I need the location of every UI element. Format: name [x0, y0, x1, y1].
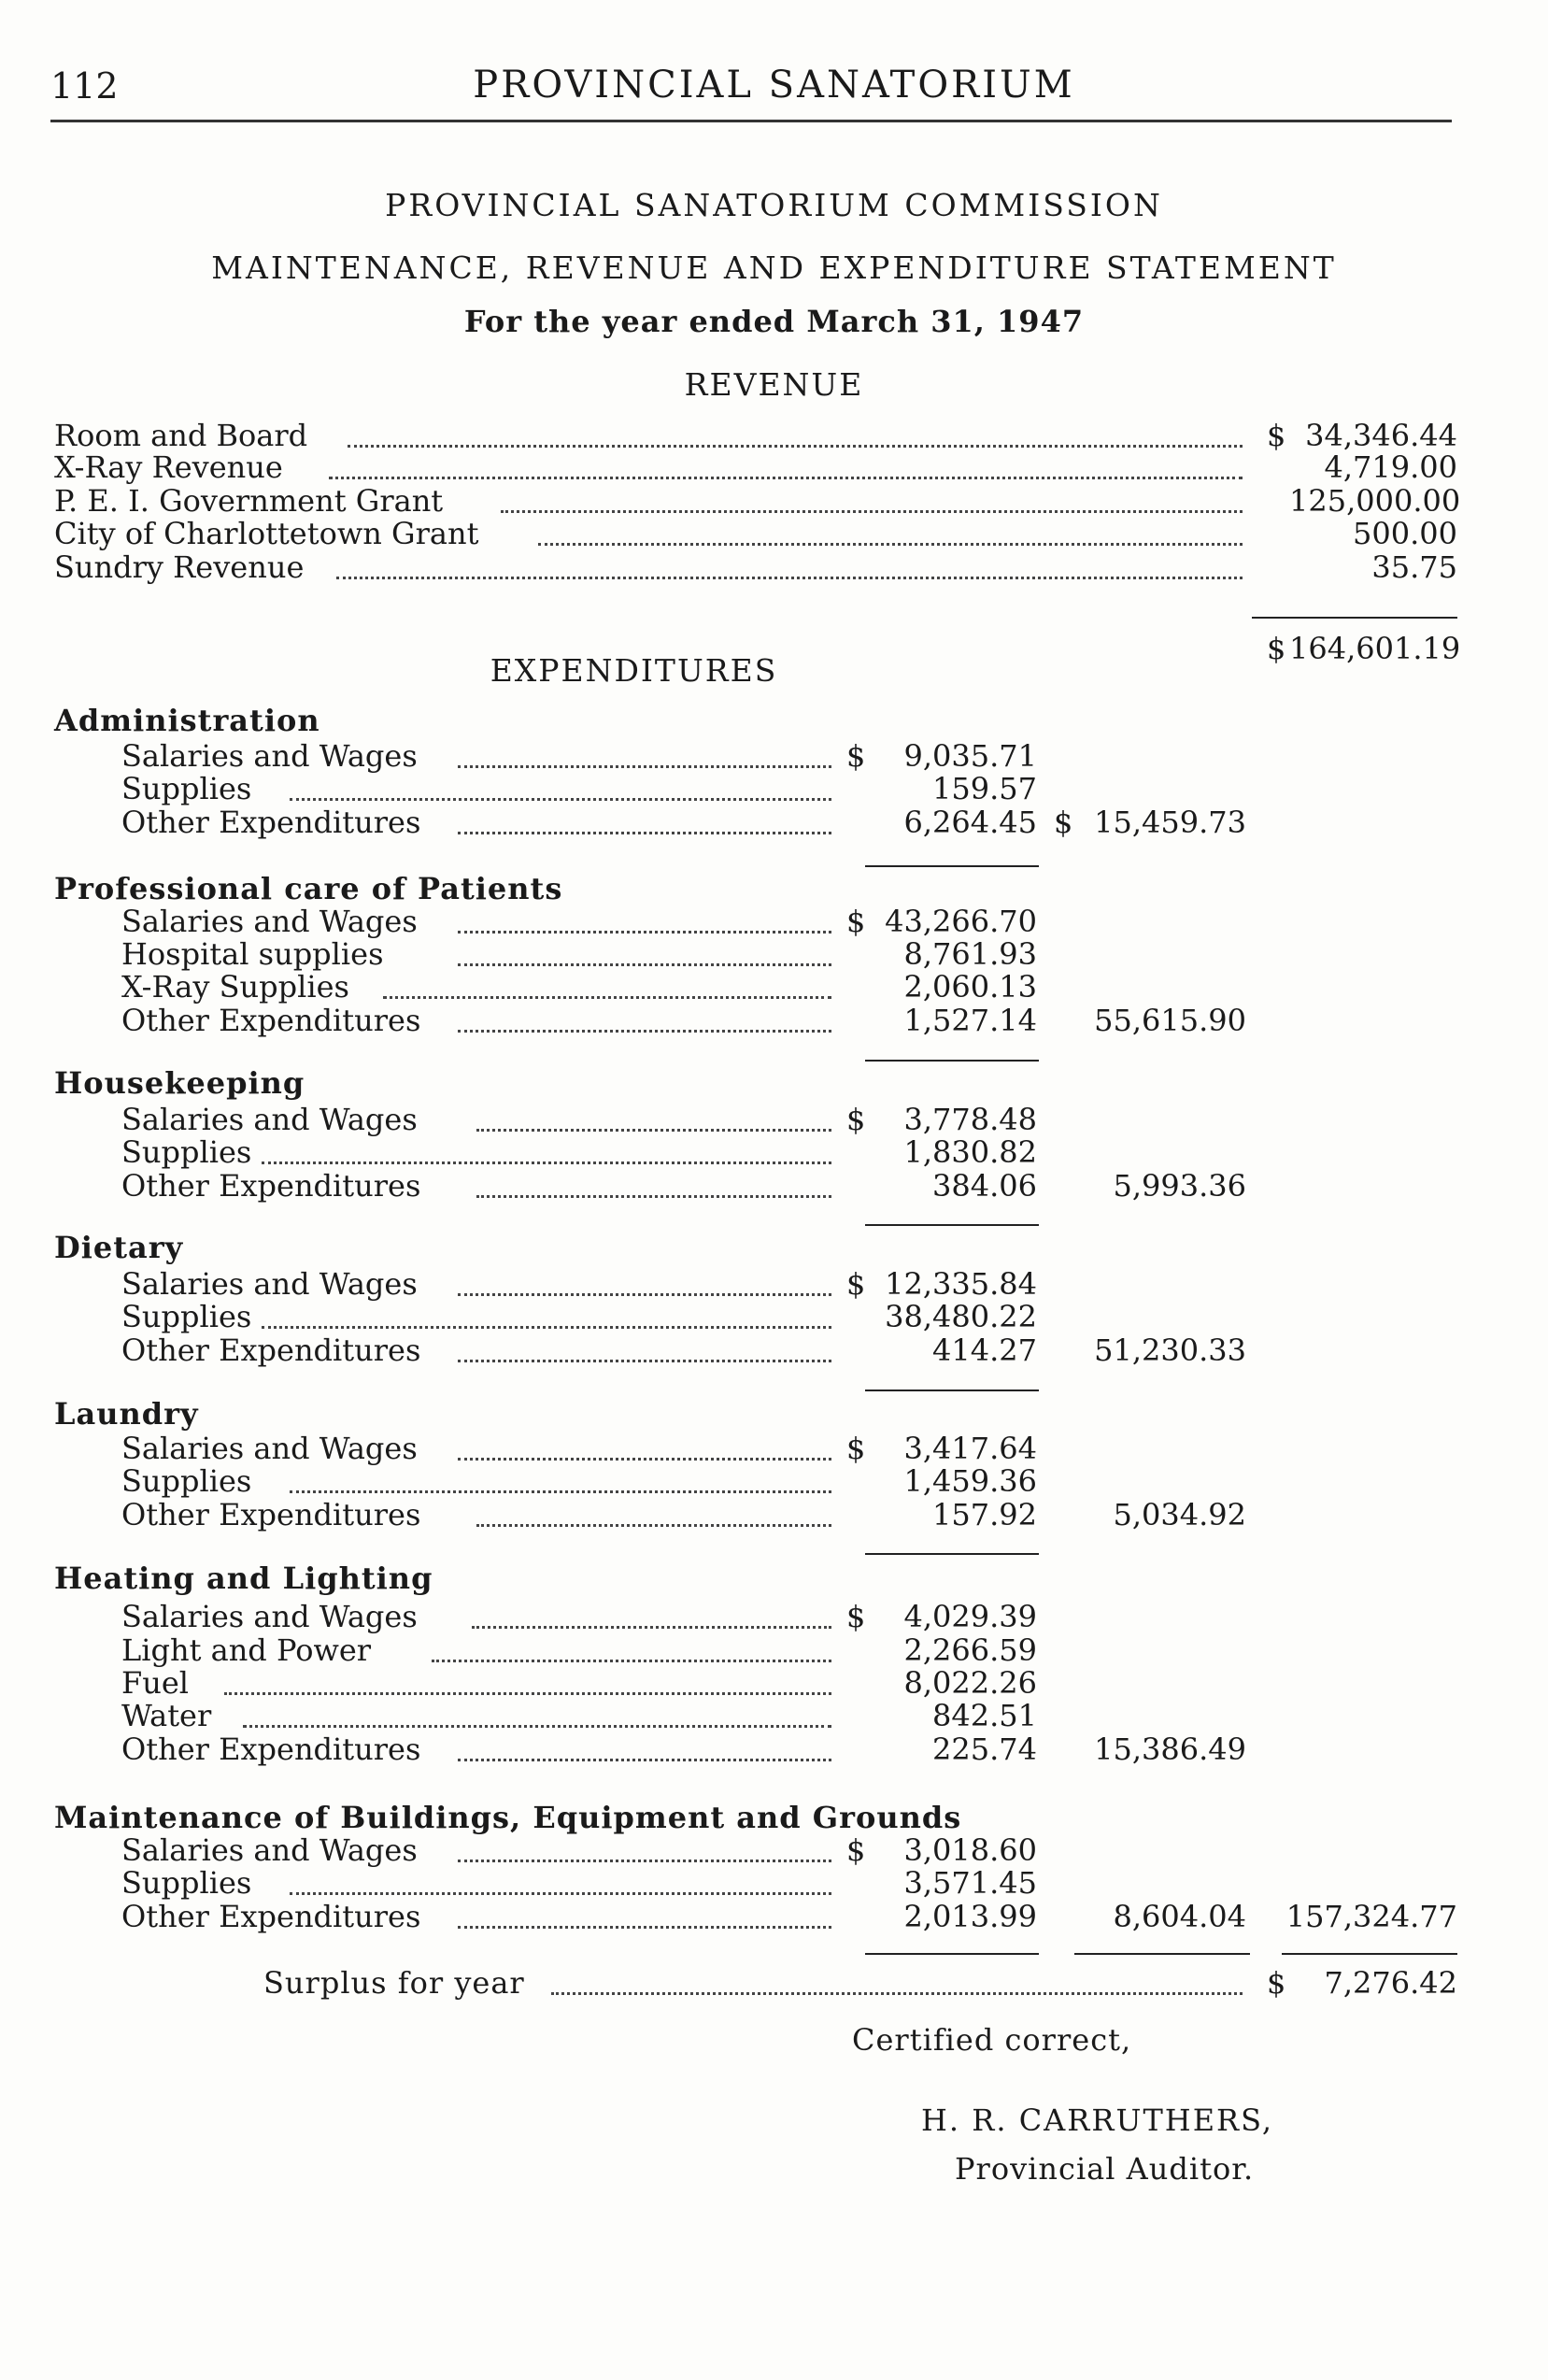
dollar-sign: $: [846, 1599, 866, 1634]
leader-dots: [458, 813, 831, 834]
subtotal-rule: [865, 1390, 1039, 1391]
leader-dots: [243, 1706, 831, 1728]
leader-dots: [262, 1307, 831, 1329]
expenditure-amount: 414.27: [932, 1333, 1037, 1368]
category-title: Professional care of Patients: [54, 871, 563, 906]
expenditure-amount: 1,527.14: [903, 1003, 1037, 1038]
expenditure-row: [0, 1004, 1548, 1037]
expenditure-amount: 2,060.13: [903, 969, 1037, 1005]
expenditure-label: Light and Power: [121, 1632, 372, 1668]
revenue-row: [0, 419, 1548, 452]
expenditure-amount: 1,459.36: [903, 1463, 1037, 1499]
revenue-row: [0, 517, 1548, 550]
dollar-sign: $: [1267, 418, 1286, 453]
expenditures-total: 157,324.77: [1285, 1899, 1457, 1934]
expenditure-label: Other Expenditures: [121, 1899, 421, 1934]
expenditure-label: Supplies: [121, 1463, 252, 1499]
leader-dots: [224, 1674, 831, 1695]
total-rule: [865, 1953, 1039, 1955]
leader-dots: [290, 779, 831, 801]
leader-dots: [476, 1110, 831, 1132]
dollar-sign: $: [846, 1431, 866, 1466]
expenditure-label: Salaries and Wages: [121, 1599, 418, 1634]
category-subtotal: 51,230.33: [1094, 1333, 1246, 1368]
revenue-label: P. E. I. Government Grant: [54, 483, 444, 519]
expenditure-row: [0, 970, 1548, 1004]
expenditure-amount: 9,035.71: [903, 738, 1037, 774]
subtotal-rule: [865, 1060, 1039, 1062]
leader-dots: [458, 747, 831, 768]
leader-dots: [329, 458, 1243, 479]
page-number: 112: [50, 65, 119, 107]
expenditure-label: Hospital supplies: [121, 936, 384, 972]
leader-dots: [290, 1874, 831, 1895]
revenue-amount: 35.75: [1371, 549, 1457, 585]
category-title: Heating and Lighting: [54, 1561, 433, 1596]
expenditure-amount: 1,830.82: [903, 1134, 1037, 1170]
dollar-sign: $: [846, 1832, 866, 1868]
expenditure-label: Salaries and Wages: [121, 1266, 418, 1302]
surplus-amount: 7,276.42: [1324, 1965, 1457, 2001]
expenditure-amount: 3,778.48: [903, 1102, 1037, 1137]
revenue-heading: REVENUE: [684, 366, 864, 403]
auditor-name: H. R. CARRUTHERS,: [921, 2102, 1274, 2138]
expenditure-row: [0, 905, 1548, 938]
expenditure-row: [0, 739, 1548, 773]
expenditure-label: Salaries and Wages: [121, 904, 418, 939]
category-title: Housekeeping: [54, 1065, 305, 1101]
expenditure-label: Supplies: [121, 1865, 252, 1901]
expenditure-label: Supplies: [121, 1134, 252, 1170]
expenditure-label: Other Expenditures: [121, 805, 421, 840]
category-subtotal: 15,386.49: [1094, 1732, 1246, 1767]
expenditure-row: [0, 1103, 1548, 1136]
revenue-amount: 500.00: [1353, 516, 1457, 551]
surplus-row: [0, 1966, 1548, 2000]
revenue-label: Sundry Revenue: [54, 549, 305, 585]
dollar-sign: $: [1267, 1965, 1286, 2001]
revenue-label: Room and Board: [54, 418, 308, 453]
auditor-title: Provincial Auditor.: [955, 2151, 1255, 2187]
revenue-amount: 34,346.44: [1305, 418, 1457, 453]
running-head: PROVINCIAL SANATORIUM: [473, 64, 1075, 107]
expenditure-label: Other Expenditures: [121, 1333, 421, 1368]
dollar-sign: $: [1054, 805, 1073, 840]
expenditure-label: Other Expenditures: [121, 1003, 421, 1038]
revenue-row: [0, 550, 1548, 584]
revenue-total-rule: [1252, 617, 1457, 619]
expenditure-amount: 6,264.45: [903, 805, 1037, 840]
expenditure-row: [0, 1169, 1548, 1203]
dollar-sign: $: [846, 1102, 866, 1137]
category-title: Maintenance of Buildings, Equipment and Grounds: [54, 1800, 962, 1835]
expenditure-row: [0, 1300, 1548, 1333]
expenditure-amount: 2,013.99: [903, 1899, 1037, 1934]
expenditure-amount: 225.74: [932, 1732, 1037, 1767]
leader-dots: [383, 977, 831, 999]
expenditure-row: [0, 1464, 1548, 1498]
expenditure-amount: 3,417.64: [903, 1431, 1037, 1466]
leader-dots: [458, 1011, 831, 1033]
expenditure-row: [0, 1833, 1548, 1867]
expenditure-label: Other Expenditures: [121, 1497, 421, 1532]
dollar-sign: $: [846, 1266, 866, 1302]
surplus-label: Surplus for year: [263, 1965, 525, 2001]
expenditure-label: Salaries and Wages: [121, 1832, 418, 1868]
expenditure-row: [0, 1333, 1548, 1367]
leader-dots: [551, 1974, 1243, 1995]
expenditure-amount: 12,335.84: [885, 1266, 1037, 1302]
dollar-sign: $: [846, 904, 866, 939]
expenditure-amount: 384.06: [932, 1168, 1037, 1204]
leader-dots: [458, 1275, 831, 1296]
category-title: Dietary: [54, 1230, 184, 1265]
total-rule: [1282, 1953, 1457, 1955]
expenditure-amount: 157.92: [932, 1497, 1037, 1532]
leader-dots: [458, 1907, 831, 1929]
expenditure-amount: 4,029.39: [903, 1599, 1037, 1634]
expenditure-row: [0, 805, 1548, 839]
category-title: Laundry: [54, 1396, 199, 1432]
expenditure-amount: 38,480.22: [885, 1299, 1037, 1334]
dollar-sign: $: [846, 738, 866, 774]
leader-dots: [476, 1505, 831, 1527]
expenditure-row: [0, 1866, 1548, 1900]
leader-dots: [476, 1176, 831, 1198]
expenditure-amount: 8,761.93: [903, 936, 1037, 972]
expenditure-row: [0, 1666, 1548, 1700]
category-subtotal: 8,604.04: [1113, 1899, 1246, 1934]
category-title: Administration: [54, 703, 320, 738]
leader-dots: [458, 1341, 831, 1362]
expenditure-row: [0, 937, 1548, 971]
leader-dots: [262, 1143, 831, 1164]
leader-dots: [458, 912, 831, 933]
certification-text: Certified correct,: [852, 2022, 1132, 2058]
expenditure-row: [0, 1135, 1548, 1169]
leader-dots: [348, 426, 1243, 448]
expenditure-row: [0, 1633, 1548, 1667]
expenditure-amount: 3,018.60: [903, 1832, 1037, 1868]
category-subtotal: 15,459.73: [1094, 805, 1246, 840]
revenue-row: [0, 450, 1548, 484]
expenditure-label: Other Expenditures: [121, 1168, 421, 1204]
expenditures-heading: EXPENDITURES: [490, 652, 778, 689]
leader-dots: [538, 524, 1243, 546]
category-subtotal: 5,993.36: [1113, 1168, 1246, 1204]
revenue-amount: 4,719.00: [1324, 449, 1457, 485]
leader-dots: [458, 1841, 831, 1862]
expenditure-amount: 3,571.45: [903, 1865, 1037, 1901]
revenue-label: City of Charlottetown Grant: [54, 516, 479, 551]
expenditure-label: Salaries and Wages: [121, 1102, 418, 1137]
leader-dots: [432, 1641, 831, 1662]
expenditure-amount: 8,022.26: [903, 1665, 1037, 1701]
expenditure-amount: 159.57: [932, 771, 1037, 806]
expenditure-label: Salaries and Wages: [121, 738, 418, 774]
expenditure-label: Salaries and Wages: [121, 1431, 418, 1466]
subtotal-rule: [865, 1553, 1039, 1555]
expenditure-row: [0, 772, 1548, 805]
statement-title-line1: PROVINCIAL SANATORIUM COMMISSION: [385, 187, 1163, 223]
expenditure-amount: 43,266.70: [885, 904, 1037, 939]
expenditure-row: [0, 1498, 1548, 1532]
expenditure-row: [0, 1732, 1548, 1766]
revenue-label: X-Ray Revenue: [54, 449, 283, 485]
total-rule: [1074, 1953, 1250, 1955]
leader-dots: [458, 1439, 831, 1461]
expenditure-amount: 2,266.59: [903, 1632, 1037, 1668]
header-rule: [50, 120, 1452, 122]
expenditure-row: [0, 1600, 1548, 1633]
revenue-row: [0, 484, 1548, 518]
subtotal-rule: [865, 1224, 1039, 1226]
subtotal-rule: [865, 865, 1039, 867]
expenditure-label: Supplies: [121, 771, 252, 806]
category-subtotal: 5,034.92: [1113, 1497, 1246, 1532]
expenditure-label: Water: [121, 1698, 212, 1733]
category-subtotal: 55,615.90: [1094, 1003, 1246, 1038]
expenditure-label: Fuel: [121, 1665, 189, 1701]
leader-dots: [458, 945, 831, 966]
leader-dots: [501, 492, 1243, 513]
revenue-total: 164,601.19: [1289, 631, 1461, 666]
expenditure-row: [0, 1432, 1548, 1465]
expenditure-label: X-Ray Supplies: [121, 969, 349, 1005]
leader-dots: [458, 1740, 831, 1761]
expenditure-amount: 842.51: [932, 1698, 1037, 1733]
expenditure-label: Supplies: [121, 1299, 252, 1334]
expenditure-label: Other Expenditures: [121, 1732, 421, 1767]
statement-title-line2: MAINTENANCE, REVENUE AND EXPENDITURE STATEMENT: [211, 249, 1337, 286]
dollar-sign: $: [1267, 631, 1286, 666]
leader-dots: [336, 558, 1243, 579]
leader-dots: [290, 1472, 831, 1493]
expenditure-row: [0, 1699, 1548, 1732]
leader-dots: [472, 1607, 831, 1629]
statement-period: For the year ended March 31, 1947: [463, 304, 1085, 339]
expenditure-row: [0, 1900, 1548, 1933]
expenditure-row: [0, 1267, 1548, 1301]
revenue-amount: 125,000.00: [1289, 483, 1461, 519]
